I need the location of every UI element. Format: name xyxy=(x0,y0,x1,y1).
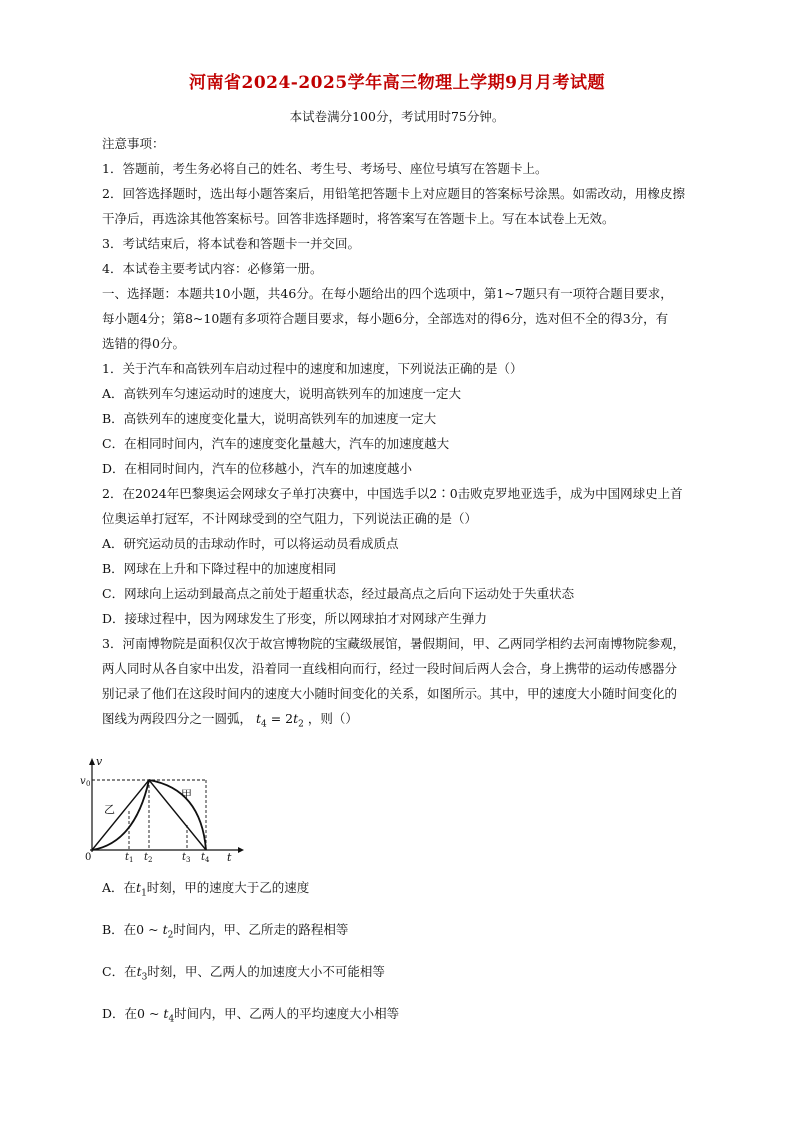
t2-label: t xyxy=(144,852,149,863)
option-text: 时间内，甲、乙两人的平均速度大小相等 xyxy=(174,1006,400,1021)
option-text: 时刻，甲、乙两人的加速度大小不可能相等 xyxy=(147,964,385,979)
eq-var: t xyxy=(293,711,299,726)
eq-var: t xyxy=(163,1006,169,1021)
q1-option-d: D．在相同时间内，汽车的位移越小，汽车的加速度越小 xyxy=(102,461,413,476)
exam-title: 河南省2024-2025学年高三物理上学期9月月考试题 xyxy=(188,73,605,93)
q1-option-b: B．高铁列车的速度变化量大，说明高铁列车的加速度一定大 xyxy=(102,411,437,426)
note-line: 2．回答选择题时，选出每小题答案后，用铅笔把答题卡上对应题目的答案标号涂黑。如需改动，用橡皮擦 xyxy=(102,186,685,201)
eq-sub: 2 xyxy=(298,719,304,730)
t4-label: t xyxy=(201,852,206,863)
q2-option-b: B．网球在上升和下降过程中的加速度相同 xyxy=(102,561,337,576)
q3-option-a xyxy=(102,878,309,899)
t-axis-arrow xyxy=(238,847,244,853)
option-text: D．在0 ~ xyxy=(102,1006,164,1021)
eq-mid: = 2 xyxy=(266,711,294,726)
t3-label: t xyxy=(182,852,187,863)
yi-label: 乙 xyxy=(104,803,115,816)
q2-option-c: C．网球向上运动到最高点之前处于超重状态，经过最高点之后向下运动处于失重状态 xyxy=(102,586,575,601)
jia-label: 甲 xyxy=(181,788,192,801)
t1-label: t xyxy=(125,852,130,863)
option-text: 时间内，甲、乙所走的路程相等 xyxy=(173,922,349,937)
q3-stem-text: 图线为两段四分之一圆弧， xyxy=(102,711,253,726)
q3-option-c xyxy=(102,962,385,983)
q3-equation xyxy=(256,711,304,730)
exam-subtitle: 本试卷满分100分，考试用时75分钟。 xyxy=(289,109,505,124)
q1-stem: 1．关于汽车和高铁列车启动过程中的速度和加速度，下列说法正确的是（） xyxy=(102,361,523,376)
q3-option-b xyxy=(102,920,348,941)
v-axis-arrow xyxy=(89,758,95,765)
t2-subscript: 2 xyxy=(148,856,153,863)
q1-option-c: C．在相同时间内，汽车的速度变化量越大，汽车的加速度越大 xyxy=(102,436,450,451)
notes-heading: 注意事项： xyxy=(102,136,165,151)
option-text: A．在 xyxy=(102,880,137,895)
v-axis-label: v xyxy=(96,755,103,768)
eq-sub: 1 xyxy=(141,888,147,899)
eq-sub: 4 xyxy=(261,719,267,730)
t1-subscript: 1 xyxy=(129,856,134,863)
velocity-time-figure xyxy=(80,753,250,863)
origin-label: 0 xyxy=(85,852,92,863)
v0-subscript: 0 xyxy=(86,780,91,788)
eq-sub: 4 xyxy=(168,1014,175,1025)
eq-var: t xyxy=(162,922,168,937)
note-line: 4．本试卷主要考试内容：必修第一册。 xyxy=(102,261,323,276)
q3-option-d xyxy=(102,1004,399,1025)
eq-sub: 2 xyxy=(167,930,174,941)
q2-option-d: D．接球过程中，因为网球发生了形变，所以网球拍才对网球产生弹力 xyxy=(102,611,488,626)
q2-stem-line: 位奥运单打冠军，不计网球受到的空气阻力，下列说法正确的是（） xyxy=(102,511,478,526)
q2-option-a: A．研究运动员的击球动作时，可以将运动员看成质点 xyxy=(102,536,399,551)
eq-var: t xyxy=(136,964,142,979)
section-line: 选错的得0分。 xyxy=(102,336,185,351)
q1-option-a: A．高铁列车匀速运动时的速度大，说明高铁列车的加速度一定大 xyxy=(102,386,462,401)
section-line: 一、选择题：本题共10小题，共46分。在每小题给出的四个选项中，第1~7题只有一项符合题目要求， xyxy=(102,286,673,301)
option-text: C．在 xyxy=(102,964,137,979)
q3-stem-last-line xyxy=(102,706,718,738)
exam-body xyxy=(102,131,718,738)
t3-subscript: 3 xyxy=(186,856,191,863)
q3-stem-line: 两人同时从各自家中出发，沿着同一直线相向而行，经过一段时间后两人会合，身上携带的运动传感器分 xyxy=(102,661,678,676)
option-text: B．在0 ~ xyxy=(102,922,163,937)
q3-stem-line: 别记录了他们在这段时间内的速度大小随时间变化的关系，如图所示。其中，甲的速度大小随时间变化的 xyxy=(102,686,678,701)
t-axis-label: t xyxy=(227,851,232,863)
q3-stem-text: ，则（） xyxy=(307,711,358,726)
q3-stem-line: 3．河南博物院是面积仅次于故宫博物院的宝藏级展馆，暑假期间，甲、乙两同学相约去河南博物院参观， xyxy=(102,636,685,651)
option-text: 时刻，甲的速度大于乙的速度 xyxy=(146,880,310,895)
v0-label: v xyxy=(80,776,86,787)
q2-stem-line: 2．在2024年巴黎奥运会网球女子单打决赛中，中国选手以2∶0击败克罗地亚选手，成为中国网球史上首 xyxy=(102,486,683,501)
eq-var: t xyxy=(136,880,142,895)
eq-sub: 3 xyxy=(141,972,148,983)
eq-var: t xyxy=(256,711,262,726)
t4-subscript: 4 xyxy=(205,856,210,863)
note-line: 1．答题前，考生务必将自己的姓名、考生号、考场号、座位号填写在答题卡上。 xyxy=(102,161,548,176)
section-line: 每小题4分；第8~10题有多项符合题目要求，每小题6分，全部选对的得6分，选对但不全的得3分，有 xyxy=(102,311,669,326)
note-line: 3．考试结束后，将本试卷和答题卡一并交回。 xyxy=(102,236,360,251)
note-line: 干净后，再选涂其他答案标号。回答非选择题时，将答案写在答题卡上。写在本试卷上无效。 xyxy=(102,211,615,226)
